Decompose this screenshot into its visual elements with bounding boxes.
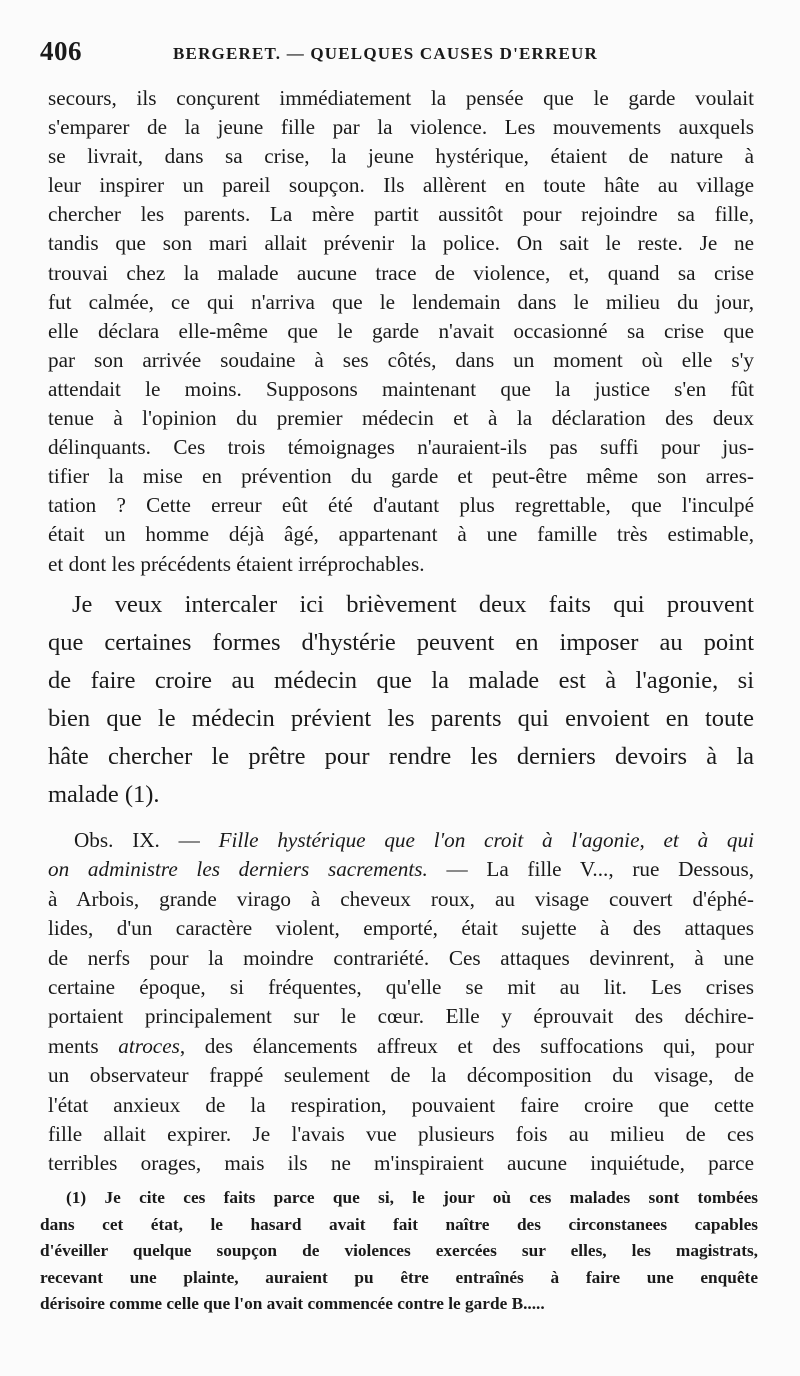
paragraph-large bbox=[48, 586, 754, 815]
page-number: 406 bbox=[40, 36, 82, 66]
text-line: se livrait, dans sa crise, la jeune hystérique, étaient de nature à bbox=[48, 144, 754, 169]
text-line: s'emparer de la jeune fille par la violence. Les mouvements auxquels bbox=[48, 115, 754, 140]
footnote-line: recevant une plainte, auraient pu être entraînés à faire une enquête bbox=[40, 1267, 758, 1287]
text-line: fille allait expirer. Je l'avais vue plusieurs fois au milieu de ces bbox=[48, 1122, 754, 1147]
text-line: malade (1). bbox=[48, 781, 160, 809]
text-line: un observateur frappé seulement de la décomposition du visage, de bbox=[48, 1063, 754, 1088]
footnote-line: d'éveiller quelque soupçon de violences exercées sur elles, les magistrats, bbox=[40, 1241, 758, 1261]
text-line: de nerfs pour la moindre contrariété. Ces attaques devinrent, à une bbox=[48, 945, 754, 970]
text-line: tifier la mise en prévention du garde et peut-être même son arres- bbox=[48, 464, 754, 489]
observation-title-continued: on administre les derniers sacrements. bbox=[48, 857, 428, 882]
text-line: terribles orages, mais ils ne m'inspiraient aucune inquiétude, parce bbox=[48, 1151, 754, 1176]
text-line: trouvai chez la malade aucune trace de violence, et, quand sa crise bbox=[48, 260, 754, 285]
text-line: tation ? Cette erreur eût été d'autant plus regrettable, que l'inculpé bbox=[48, 493, 754, 518]
emphasized-word: atroces bbox=[118, 1033, 180, 1058]
observation-label: Obs. IX. bbox=[74, 828, 160, 852]
text-fragment: ments bbox=[48, 1033, 119, 1058]
text-line: certaine époque, si fréquentes, qu'elle se mit au lit. Les crises bbox=[48, 975, 754, 1000]
observation-text-start: — La fille V..., rue Dessous, bbox=[427, 857, 754, 882]
text-line: tenue à l'opinion du premier médecin et à la déclaration des deux bbox=[48, 406, 754, 431]
text-line: à Arbois, grande virago à cheveux roux, au visage couvert d'éphé- bbox=[48, 886, 754, 911]
footnote-line: dérisoire comme celle que l'on avait commencée contre le garde B..... bbox=[40, 1294, 545, 1314]
text-line: hâte chercher le prêtre pour rendre les derniers devoirs à la bbox=[48, 743, 754, 771]
text-line: lides, d'un caractère violent, emporté, était sujette à des attaques bbox=[48, 916, 754, 941]
running-title: BERGERET. — QUELQUES CAUSES D'ERREUR bbox=[173, 44, 598, 63]
text-line: et dont les précédents étaient irréprochables. bbox=[48, 551, 425, 576]
observation-heading-line bbox=[48, 826, 754, 855]
observation-title-line bbox=[48, 855, 754, 884]
text-line-with-emphasis bbox=[48, 1032, 754, 1061]
paragraph-continuation bbox=[48, 84, 754, 579]
text-line: était un homme déjà âgé, appartenant à une famille très estimable, bbox=[48, 522, 754, 547]
dash: — bbox=[159, 828, 219, 852]
text-line: elle déclara elle-même que le garde n'avait occasionné sa crise que bbox=[48, 318, 754, 343]
footnote-line: dans cet état, le hasard avait fait naître des circonstanees capables bbox=[40, 1214, 758, 1234]
text-line: Je veux intercaler ici brièvement deux faits qui prouvent bbox=[72, 591, 754, 618]
text-fragment: , des élancements affreux et des suffocations qui, pour bbox=[179, 1033, 754, 1058]
text-line: chercher les parents. La mère partit aussitôt pour rejoindre sa fille, bbox=[48, 202, 754, 227]
running-head bbox=[40, 36, 760, 70]
footnote bbox=[40, 1185, 758, 1318]
text-line: délinquants. Ces trois témoignages n'auraient-ils pas suffi pour jus- bbox=[48, 435, 754, 460]
observation-paragraph bbox=[48, 826, 754, 1179]
text-line: bien que le médecin prévient les parents qui envoient en toute bbox=[48, 705, 754, 733]
text-line: que certaines formes d'hystérie peuvent en imposer au point bbox=[48, 629, 754, 657]
text-line: attendait le moins. Supposons maintenant que la justice s'en fût bbox=[48, 376, 754, 401]
text-line: l'état anxieux de la respiration, pouvaient faire croire que cette bbox=[48, 1092, 754, 1117]
text-line: portaient principalement sur le cœur. Elle y éprouvait des déchire- bbox=[48, 1004, 754, 1029]
footnote-line: (1) Je cite ces faits parce que si, le jour où ces malades sont tombées bbox=[66, 1188, 758, 1207]
text-line: de faire croire au médecin que la malade est à l'agonie, si bbox=[48, 667, 754, 695]
observation-title: Fille hystérique que l'on croit à l'agonie, et à qui bbox=[218, 828, 755, 852]
text-line: par son arrivée soudaine à ses côtés, dans un moment où elle s'y bbox=[48, 347, 754, 372]
text-line: leur inspirer un pareil soupçon. Ils allèrent en toute hâte au village bbox=[48, 173, 754, 198]
text-line: secours, ils conçurent immédiatement la pensée que le garde voulait bbox=[48, 86, 754, 110]
text-line: tandis que son mari allait prévenir la police. On sait le reste. Je ne bbox=[48, 231, 754, 256]
text-line: fut calmée, ce qui n'arriva que le lendemain dans le milieu du jour, bbox=[48, 289, 754, 314]
